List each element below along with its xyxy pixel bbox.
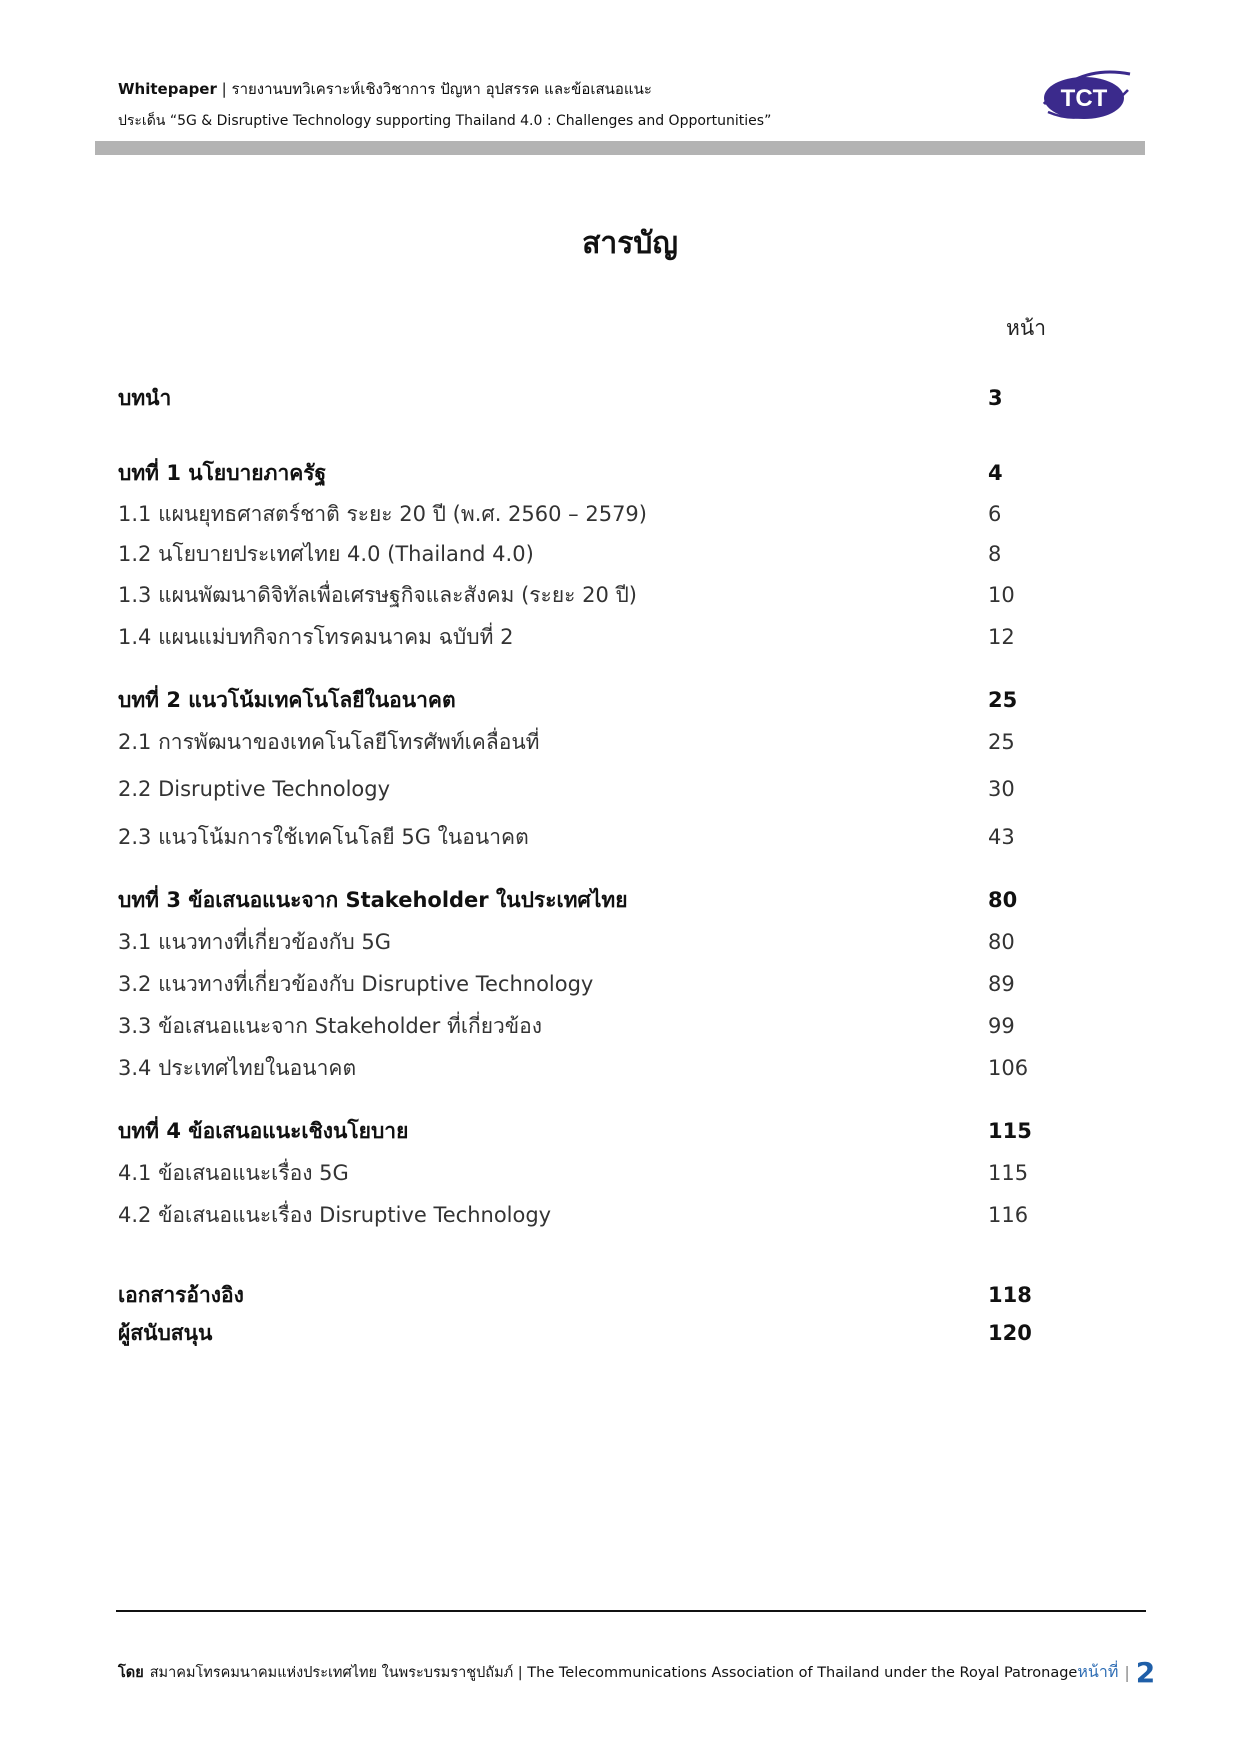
header-line-1: [118, 78, 1018, 100]
toc-entry-label: บทที่ 3 ข้อเสนอแนะจาก Stakeholder ในประเทศไทย: [118, 887, 628, 912]
footer-rule: [116, 1610, 1146, 1612]
toc-entry-page: 6: [988, 502, 1002, 526]
toc-entry-page: 30: [988, 777, 1015, 801]
page-column-label: หน้า: [1006, 316, 1046, 340]
toc-entry-page: 120: [988, 1321, 1032, 1345]
header-brand: Whitepaper: [118, 80, 217, 98]
toc-entry-label: 1.2 นโยบายประเทศไทย 4.0 (Thailand 4.0): [118, 541, 534, 566]
toc-entry-page: 25: [988, 730, 1015, 754]
header-line-2: ประเด็น “5G & Disruptive Technology supporting Thailand 4.0 : Challenges and Opportunities”: [118, 113, 772, 129]
toc-entry-1-3[interactable]: [118, 578, 1058, 612]
toc-entry-page: 99: [988, 1014, 1015, 1038]
toc-entry-label: 1.1 แผนยุทธศาสตร์ชาติ ระยะ 20 ปี (พ.ศ. 2560 – 2579): [118, 501, 647, 526]
footer-organization: สมาคมโทรคมนาคมแห่งประเทศไทย ในพระบรมราชูปถัมภ์ | The Telecommunications Association of Thailand under the Royal Patronage: [149, 1665, 1078, 1681]
toc-entry-label: บทที่ 4 ข้อเสนอแนะเชิงนโยบาย: [118, 1118, 409, 1143]
toc-entry-1-4[interactable]: [118, 620, 1058, 654]
logo-text: TCT: [1060, 85, 1108, 112]
toc-entry-label: 4.1 ข้อเสนอแนะเรื่อง 5G: [118, 1160, 349, 1185]
toc-entry-label: 2.3 แนวโน้มการใช้เทคโนโลยี 5G ในอนาคต: [118, 824, 529, 849]
toc-entry-3-4[interactable]: [118, 1051, 1058, 1085]
toc-entry-label: บทที่ 1 นโยบายภาครัฐ: [118, 460, 327, 485]
toc-title: สารบัญ: [582, 226, 678, 261]
toc-entry-chapter-4[interactable]: [118, 1114, 1058, 1148]
toc-entry-page: 115: [988, 1161, 1029, 1185]
header-separator: |: [221, 80, 227, 98]
toc-entry-1-2[interactable]: [118, 537, 1058, 571]
toc-entry-chapter-3[interactable]: [118, 883, 1058, 917]
toc-entry-4-1[interactable]: [118, 1156, 1058, 1190]
toc-entry-1-1[interactable]: [118, 497, 1058, 531]
toc-entry-page: 80: [988, 888, 1018, 912]
toc-entry-2-2[interactable]: [118, 772, 1058, 806]
toc-entry-2-1[interactable]: [118, 725, 1058, 759]
footer-page-number: [1077, 1656, 1155, 1689]
toc-entry-3-2[interactable]: [118, 967, 1058, 1001]
toc-entry-label: 4.2 ข้อเสนอแนะเรื่อง Disruptive Technology: [118, 1202, 552, 1227]
toc-entry-sponsors[interactable]: [118, 1316, 1058, 1350]
toc-entry-3-3[interactable]: [118, 1009, 1058, 1043]
toc-entry-page: 89: [988, 972, 1015, 996]
footer-page-value: 2: [1135, 1656, 1156, 1689]
page-header: [118, 78, 1018, 131]
toc-entry-page: 4: [988, 461, 1003, 485]
header-subtitle: รายงานบทวิเคราะห์เชิงวิชาการ ปัญหา อุปสรรค และข้อเสนอแนะ: [231, 80, 652, 98]
toc-entry-chapter-1[interactable]: [118, 456, 1058, 490]
toc-entry-page: 115: [988, 1119, 1032, 1143]
tct-logo: [1038, 60, 1134, 130]
header-divider-bar: [95, 141, 1145, 155]
toc-entry-intro[interactable]: [118, 381, 1058, 415]
toc-entry-4-2[interactable]: [118, 1198, 1058, 1232]
toc-entry-page: 118: [988, 1283, 1032, 1307]
toc-entry-label: 1.3 แผนพัฒนาดิจิทัลเพื่อเศรษฐกิจและสังคม (ระยะ 20 ปี): [118, 582, 638, 607]
toc-entry-page: 43: [988, 825, 1015, 849]
toc-entry-label: 3.4 ประเทศไทยในอนาคต: [118, 1055, 357, 1080]
toc-entry-page: 3: [988, 386, 1003, 410]
toc-entry-page: 116: [988, 1203, 1029, 1227]
toc-entry-label: 3.3 ข้อเสนอแนะจาก Stakeholder ที่เกี่ยวข้อง: [118, 1013, 543, 1038]
toc-entry-page: 106: [988, 1056, 1029, 1080]
page-footer: [118, 1656, 1156, 1689]
toc-entry-label: 1.4 แผนแม่บทกิจการโทรคมนาคม ฉบับที่ 2: [118, 624, 514, 649]
toc-entry-label: 3.1 แนวทางที่เกี่ยวข้องกับ 5G: [118, 929, 392, 954]
toc-entry-label: บทที่ 2 แนวโน้มเทคโนโลยีในอนาคต: [118, 687, 456, 712]
toc-entry-page: 10: [988, 583, 1015, 607]
toc-entry-label: เอกสารอ้างอิง: [118, 1282, 244, 1307]
toc-entry-2-3[interactable]: [118, 820, 1058, 854]
toc-entry-page: 8: [988, 542, 1002, 566]
footer-page-separator: |: [1124, 1663, 1130, 1682]
toc-entry-label: 3.2 แนวทางที่เกี่ยวข้องกับ Disruptive Technology: [118, 971, 594, 996]
footer-page-label: หน้าที่: [1077, 1662, 1119, 1681]
toc-entry-page: 25: [988, 688, 1018, 712]
toc-entry-chapter-2[interactable]: [118, 683, 1058, 717]
toc-entry-label: ผู้สนับสนุน: [118, 1320, 213, 1345]
toc-entry-3-1[interactable]: [118, 925, 1058, 959]
toc-entry-references[interactable]: [118, 1278, 1058, 1312]
toc-entry-page: 80: [988, 930, 1015, 954]
footer-by: โดย: [118, 1665, 144, 1681]
toc-entry-label: 2.2 Disruptive Technology: [118, 777, 391, 801]
toc-entry-label: 2.1 การพัฒนาของเทคโนโลยีโทรศัพท์เคลื่อนที่: [118, 729, 540, 754]
toc-entry-label: บทนำ: [118, 385, 172, 410]
toc-entry-page: 12: [988, 625, 1015, 649]
